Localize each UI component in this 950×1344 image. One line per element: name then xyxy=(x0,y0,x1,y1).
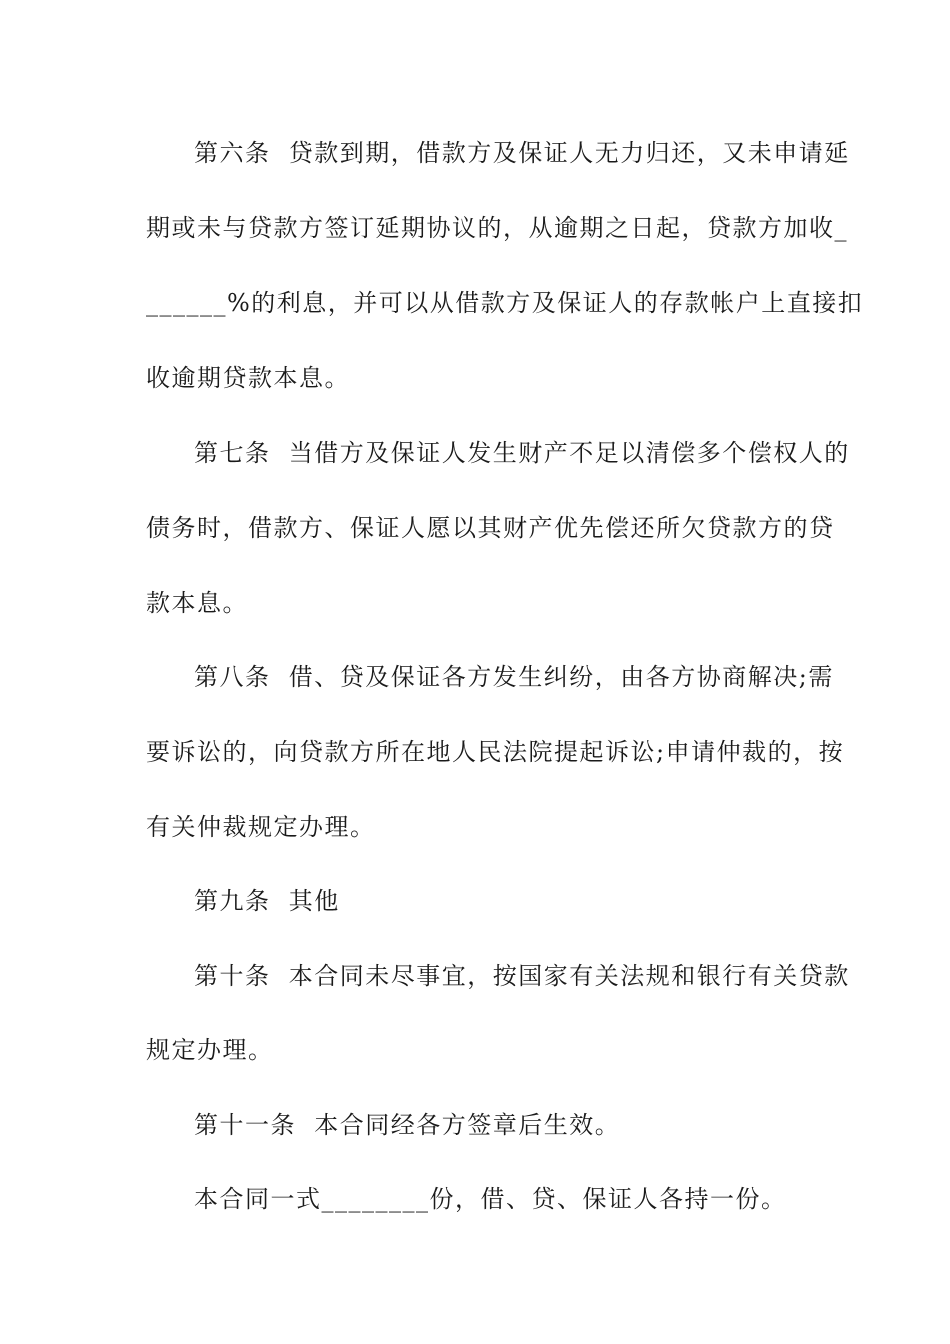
copies-clause-line: 本合同一式________份，借、贷、保证人各持一份。 xyxy=(194,1185,787,1213)
article-6-line-1: 第六条 贷款到期，借款方及保证人无力归还，又未申请延 xyxy=(194,139,850,167)
article-6-line-3: ______%的利息，并可以从借款方及保证人的存款帐户上直接扣 xyxy=(146,289,864,317)
article-10-line-1: 第十条 本合同未尽事宜，按国家有关法规和银行有关贷款 xyxy=(194,962,850,990)
article-8-line-3: 有关仲裁规定办理。 xyxy=(146,813,376,841)
article-8-line-1: 第八条 借、贷及保证各方发生纠纷，由各方协商解决;需 xyxy=(194,663,834,691)
article-6-line-4: 收逾期贷款本息。 xyxy=(146,364,350,392)
article-7-line-2: 债务时，借款方、保证人愿以其财产优先偿还所欠贷款方的贷 xyxy=(146,514,835,542)
article-7-line-1: 第七条 当借方及保证人发生财产不足以清偿多个偿权人的 xyxy=(194,439,850,467)
article-8-line-2: 要诉讼的，向贷款方所在地人民法院提起诉讼;申请仲裁的，按 xyxy=(146,738,845,766)
article-9-line-1: 第九条 其他 xyxy=(194,887,340,915)
article-10-line-2: 规定办理。 xyxy=(146,1036,274,1064)
article-7-line-3: 款本息。 xyxy=(146,589,248,617)
article-6-line-2: 期或未与贷款方签订延期协议的，从逾期之日起，贷款方加收_ xyxy=(146,214,848,242)
article-11-line-1: 第十一条 本合同经各方签章后生效。 xyxy=(194,1111,621,1139)
